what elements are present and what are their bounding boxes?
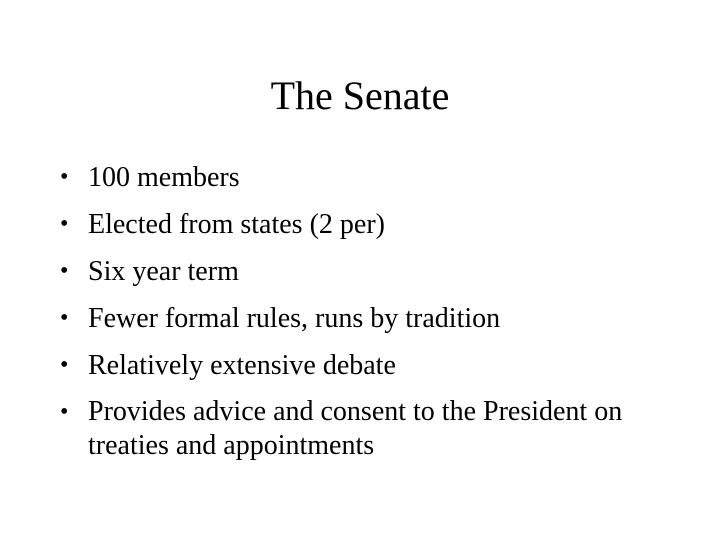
bullet-icon: • [60, 399, 69, 425]
bullet-item [60, 254, 680, 289]
bullet-icon: • [60, 211, 69, 237]
bullet-icon: • [60, 305, 69, 331]
bullet-text: Fewer formal rules, runs by tradition [88, 303, 501, 334]
bullet-item [60, 395, 680, 463]
bullet-item [60, 348, 680, 383]
bullet-text: 100 members [88, 162, 240, 193]
bullet-text: Six year term [88, 256, 239, 287]
bullet-icon: • [60, 258, 69, 284]
bullet-text: Elected from states (2 per) [88, 209, 385, 240]
bullet-icon: • [60, 352, 69, 378]
slide-title: The Senate [270, 73, 450, 118]
bullet-icon: • [60, 164, 69, 190]
bullet-text: Provides advice and consent to the President on treaties and appointments [88, 396, 623, 461]
bullet-item [60, 301, 680, 336]
bullet-list [60, 160, 680, 475]
bullet-item [60, 160, 680, 195]
bullet-text: Relatively extensive debate [88, 350, 396, 381]
bullet-item [60, 207, 680, 242]
